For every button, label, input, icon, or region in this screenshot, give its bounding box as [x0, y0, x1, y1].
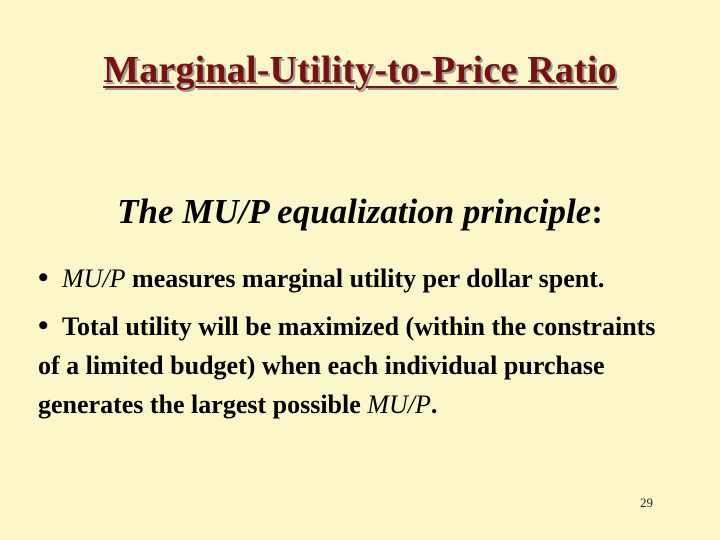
slide-title: Marginal-Utility-to-Price Ratio: [103, 49, 617, 91]
bullet-item-1: [38, 258, 678, 298]
bullet-icon: •: [38, 309, 49, 342]
bullet-item-2: [38, 306, 678, 424]
bullet-icon: •: [38, 261, 49, 294]
bullet-2-period: .: [430, 390, 438, 419]
bullet-2-italic-term: MU/P: [367, 390, 431, 419]
subtitle-colon: :: [591, 192, 603, 231]
bullet-2-text: Total utility will be maximized (within the constraints of a limited budget) when each individual purchase generates the largest possible: [38, 312, 656, 419]
bullet-1-text: measures marginal utility per dollar spent.: [125, 264, 605, 293]
page-number: 29: [640, 495, 653, 510]
bullet-1-italic-term: MU/P: [62, 264, 126, 293]
subtitle: [0, 192, 720, 232]
subtitle-text: The MU/P equalization principle: [117, 192, 592, 231]
bullet-list: [38, 258, 678, 432]
